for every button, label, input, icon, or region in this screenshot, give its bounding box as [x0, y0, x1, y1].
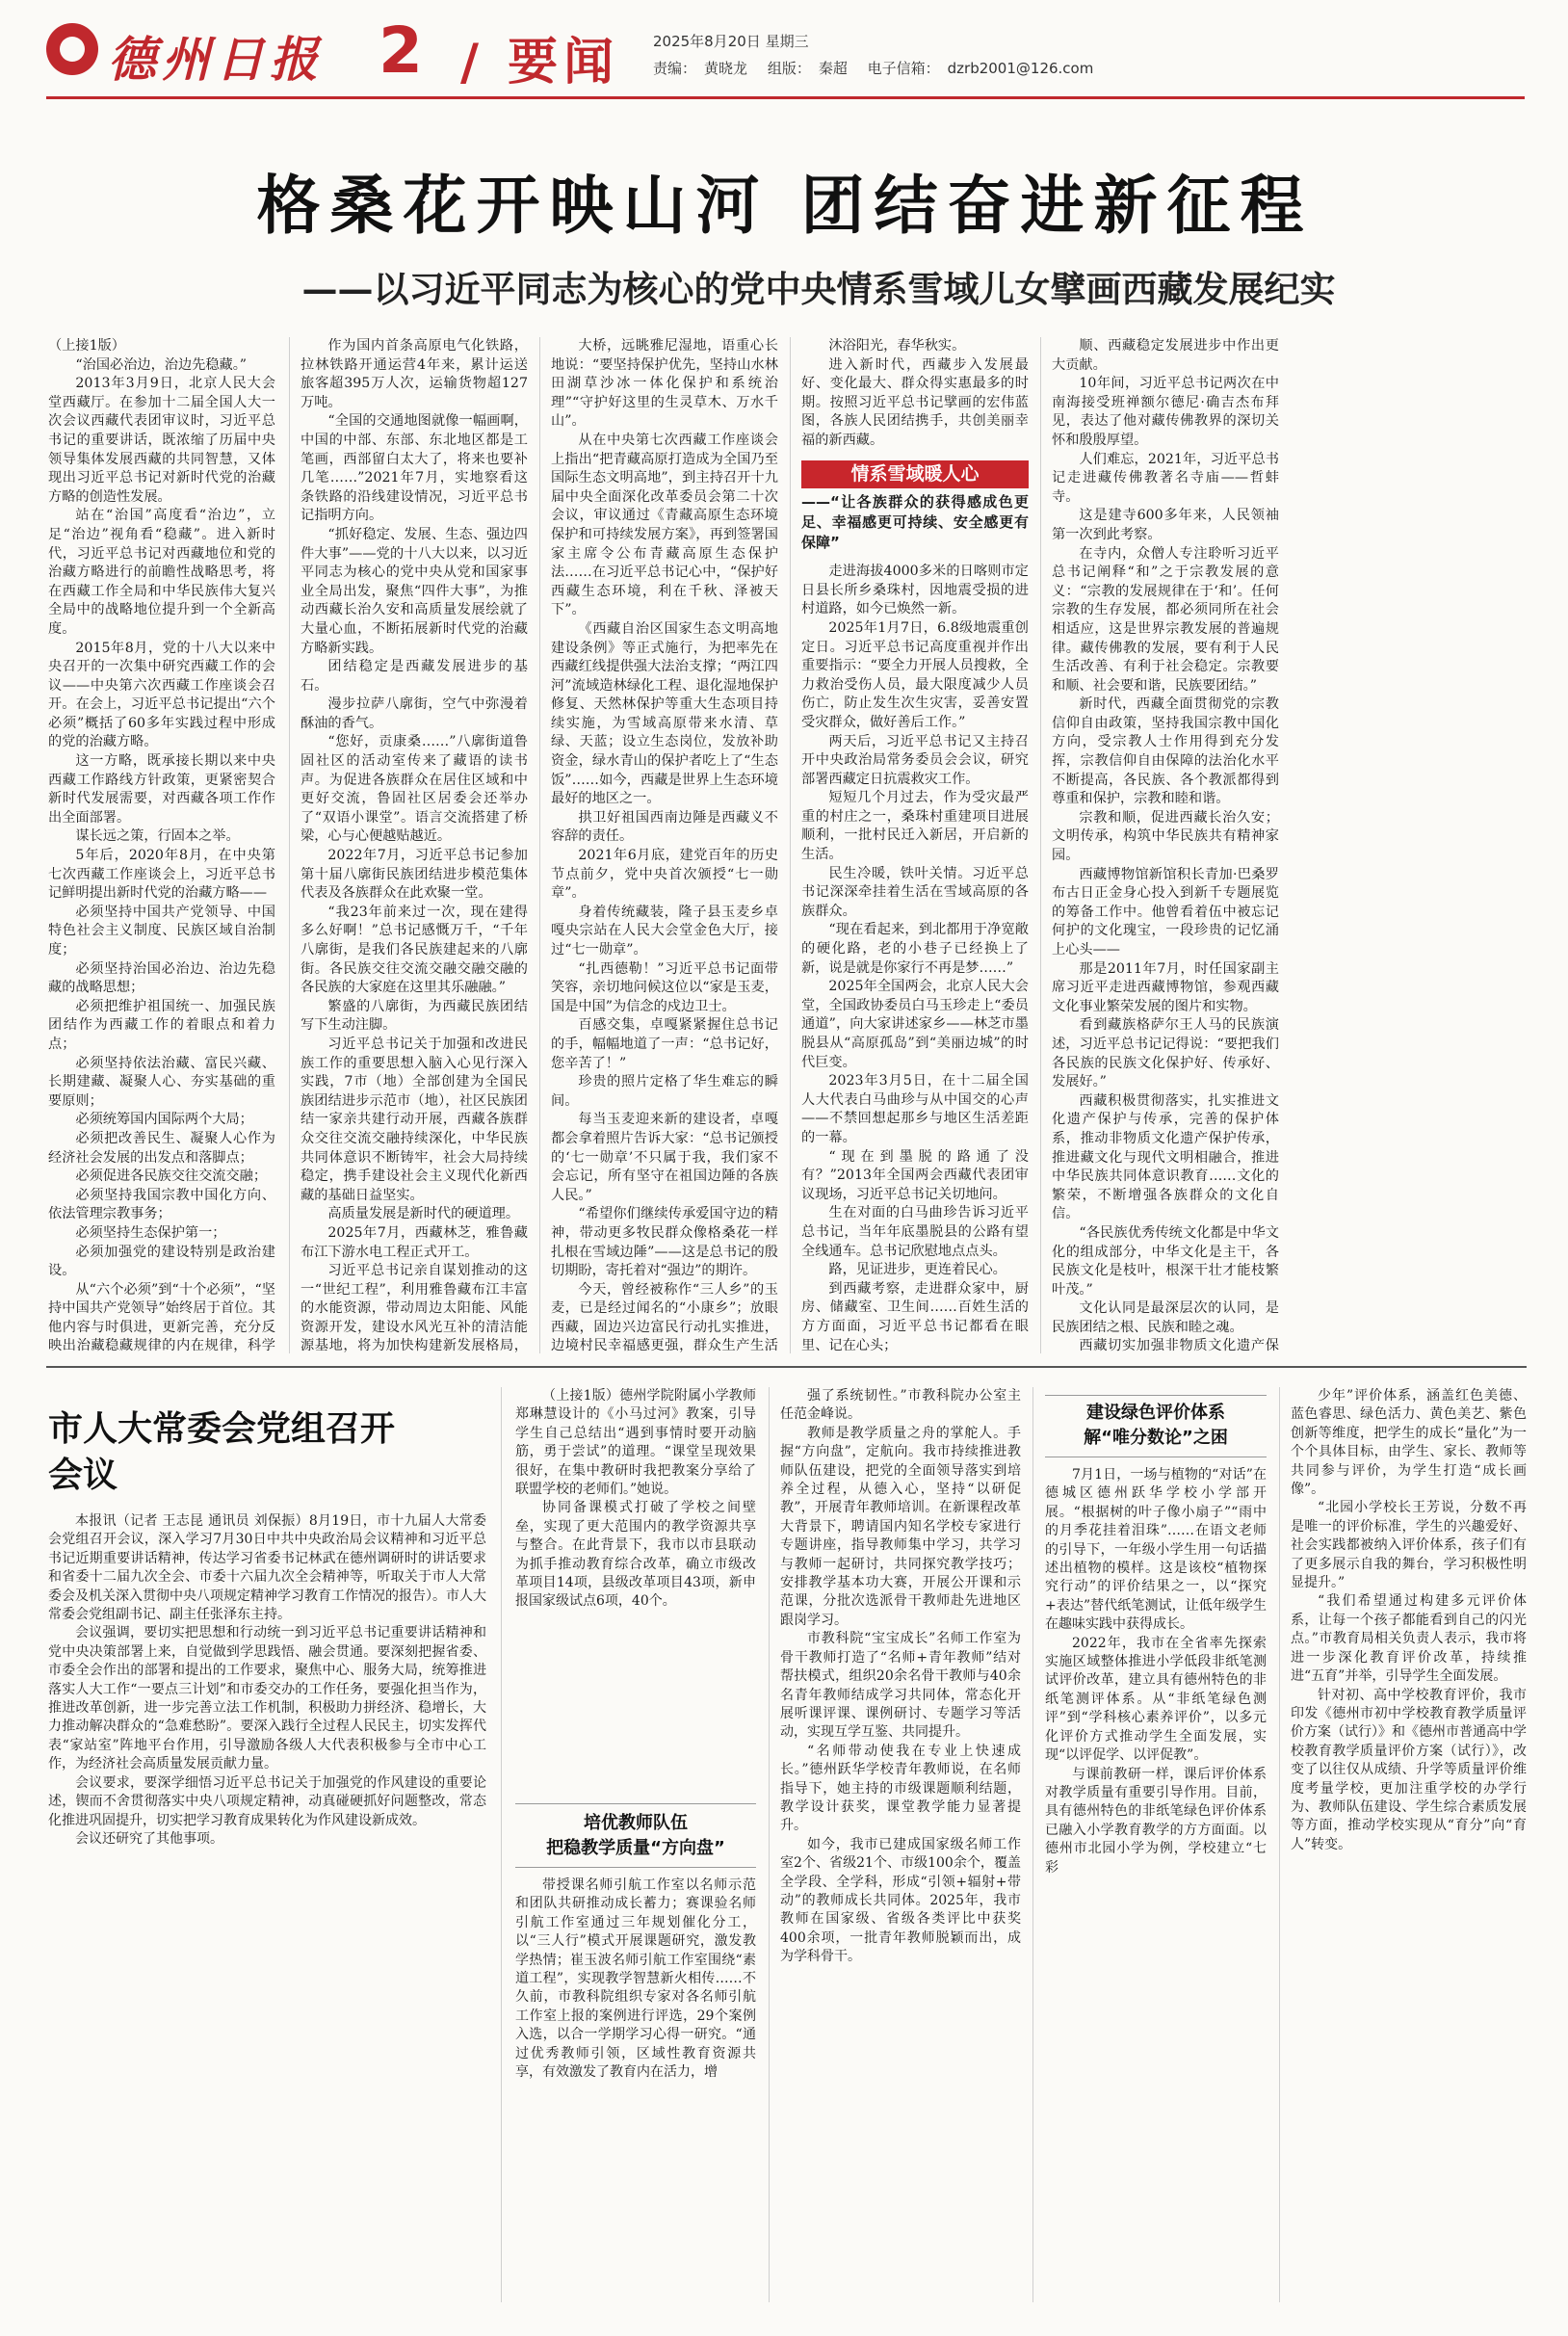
paragraph: 《西藏自治区国家生态文明高地建设条例》等正式施行，为把率先在西藏红线提供强大法治支撑；“两江四河”流域造林绿化工程、退化湿地保护修复、天然林保护等重大生态项目持续实施，为雪域高原带来水清、草绿、天蓝；设立生态岗位，发放补助资金，绿水青山的保护者吃上了“生态饭”……如今，西藏是世界上生态环境最好的地区之一。: [551, 620, 778, 807]
paragraph: 2025年7月，西藏林芝，雅鲁藏布江下游水电工程正式开工。: [301, 1224, 528, 1260]
designer-name: 秦超: [818, 60, 848, 77]
bottom-middle-column-a: [515, 1387, 756, 1792]
paragraph: 少年”评价体系，涵盖红色美德、蓝色睿思、绿色活力、黄色美艺、紫色创新等维度，把学生的成长“量化”为一个个具体目标，由学生、家长、教师等共同参与评价，为学生打造“成长画像”。: [1291, 1388, 1527, 1498]
paragraph: 2015年8月，党的十八大以来中央召开的一次集中研究西藏工作的会议——中央第六次西藏工作座谈会召开。在会上，习近平总书记提出“六个必须”概括了60多年实践过程中形成的党的治藏方略。: [48, 640, 275, 750]
bottom-right-subhead: [1045, 1401, 1267, 1451]
paragraph: 沐浴阳光，春华秋实。: [828, 338, 966, 354]
paragraph: “我们希望通过构建多元评价体系，让每一个孩子都能看到自己的闪光点。”市教育局相关负责人表示，我市将进一步深化教育评价改革，持续推进“五育”并举，引导学生全面发展。: [1291, 1593, 1527, 1685]
paragraph: 团结稳定是西藏发展进步的基石。: [301, 659, 528, 694]
column-divider: [1040, 337, 1041, 1353]
paragraph: “抓好稳定、发展、生态、强边四件大事”——党的十八大以来，以习近平同志为核心的党中央从党和国家事业全局出发，聚焦“四件大事”，为推动西藏长治久安和高质量发展绘就了大量心血，不断拓展新时代党的治藏方略新实践。: [301, 526, 528, 656]
paragraph: “北园小学校长王芳说，分数不再是唯一的评价标准，学生的兴趣爱好、社会实践都被纳入评价体系，孩子们有了更多展示自我的舞台，学习积极性明显提升。”: [1291, 1500, 1527, 1591]
paragraph: 2025年1月7日，6.8级地震重创定日。习近平总书记高度重视并作出重要指示：“要全力开展人员搜救，全力救治受伤人员，最大限度减少人员伤亡，防止发生次生灾害，妥善安置受灾群众，做好善后工作。”: [801, 619, 1029, 730]
paragraph: 这一方略，既承接长期以来中央西藏工作路线方针政策，更紧密契合新时代发展需要，对西藏各项工作作出全面部署。: [48, 753, 275, 826]
lead-article: [48, 337, 1527, 1353]
column-divider: [289, 337, 290, 1353]
paragraph: 那是2011年7月，时任国家副主席习近平走进西藏博物馆，参观西藏文化事业繁荣发展的图片和实物。: [1052, 960, 1279, 1014]
paragraph: “您好，贡康桑……”八廓街道鲁固社区的活动室传来了藏语的读书声。为促进各族群众在居住区域和中更好交流，鲁固社区居委会还举办了“双语小课堂”。语言交流搭建了桥梁，心与心便越贴越近。: [301, 734, 528, 845]
paragraph: 必须坚持中国共产党领导、中国特色社会主义制度、民族区域自治制度；: [48, 904, 275, 958]
paragraph: 从“六个必须”到“十个必须”，“坚持中国共产党领导”始终居于首位。其他内容与时俱进，更新完善，充分反映出治藏稳藏规律的内在规律，科学: [48, 1281, 275, 1353]
paragraph: 大桥，远眺雅尼湿地，语重心长地说：“要坚持保护优先，坚持山水林田湖草沙冰一体化保护和系统治理”“守护好这里的生灵草木、万水千山”。: [551, 338, 778, 430]
bottom-middle-text-b: [780, 1387, 1021, 1967]
paragraph: 西藏积极贯彻落实，扎实推进文化遗产保护与传承，完善的保护体系，推动非物质文化遗产保护传承，推进藏文化与现代文明相融合，推进中华民族共同体意识教育……文化的繁荣，不断增强各族群众的文化自信。: [1052, 1092, 1279, 1222]
paragraph: 市教科院“宝宝成长”名师工作室为骨干教师打造了“名师+青年教师”结对帮扶模式，组织20余名骨干教师与40余名青年教师结成学习共同体，常态化开展听课评课、课例研讨、专题学习等活动，实现互学互鉴、共同提升。: [780, 1631, 1021, 1741]
column-divider: [501, 1387, 502, 2302]
paragraph: 谋长远之策，行固本之举。: [75, 828, 240, 845]
paragraph: 进入新时代，西藏步入发展最好、变化最大、群众得实惠最多的时期。按照习近平总书记擘画的宏伟蓝图，各族人民团结携手，共创美丽幸福的新西藏。: [801, 356, 1029, 448]
paragraph: 必须统筹国内国际两个大局；: [75, 1112, 253, 1128]
paragraph: 会议还研究了其他事项。: [75, 1830, 223, 1847]
column-divider: [1032, 1387, 1033, 2302]
column-4-text-continued: [801, 563, 1029, 1353]
paragraph: （上接1版）德州学院附属小学教师郑琳慧设计的《小马过河》教案，引导学生自己总结出“遇到事情时要开动脑筋，勇于尝试”的道理。“课堂呈现效果很好，在集中教研时我把教案分享给了联盟学校的老师们。”她说。: [515, 1388, 756, 1498]
article-column-2: [301, 337, 528, 1353]
paragraph: 人们难忘，2021年，习近平总书记走进藏传佛教著名寺庙——哲蚌寺。: [1052, 451, 1279, 505]
paragraph: 珍贵的照片定格了华生难忘的瞬间。: [551, 1074, 778, 1109]
paragraph: 2021年6月底，建党百年的历史节点前夕，党中央首次颁授“七一勋章”。: [551, 848, 778, 902]
column-divider: [1279, 1387, 1280, 2302]
email-label: 电子信箱：: [867, 60, 940, 77]
paragraph: “希望你们继续传承爱国守边的精神，带动更多牧民群众像格桑花一样扎根在雪域边陲”——这是总书记的殷切期盼，寄托着对“强边”的期许。: [551, 1206, 778, 1279]
bottom-left-text: [48, 1512, 486, 1849]
bottom-middle-text-a: [515, 1387, 756, 1612]
page-number: 2: [379, 13, 423, 88]
paragraph: 宗教和顺，促进西藏长治久安；文明传承，构筑中华民族共有精神家园。: [1052, 809, 1279, 864]
column-1-text: [48, 337, 275, 1353]
paragraph: 与课前教研一样，课后评价体系对教学质量有重要引导作用。目前，具有德州特色的非纸笔绿色评价体系已融入小学教育教学的方方面面。以德州市北园小学为例，学校建立“七彩: [1045, 1766, 1267, 1876]
paragraph: 2013年3月9日，北京人民大会堂西藏厅。在参加十二届全国人大一次会议西藏代表团审议时，习近平总书记的重要讲话，既浓缩了历届中央领导集体发展西藏的共同智慧，又体现出习近平总书记对新时代党的治藏方略的创造性发展。: [48, 376, 275, 505]
paragraph: 百感交集，卓嘎紧紧握住总书记的手，幅幅地道了一声：“总书记好，您辛苦了！”: [551, 1017, 778, 1071]
paragraph: 会议要求，要深学细悟习近平总书记关于加强党的作风建设的重要论述，锲而不舍贯彻落实中央八项规定精神，动真碰硬抓好问题整改，常态化推进巩固提升，切实把学习教育成果转化为作风建设新成效。: [48, 1774, 486, 1828]
paragraph: （上接1版）: [48, 338, 125, 354]
bottom-middle-column-a2: [515, 1877, 756, 2302]
article-column-4: [801, 337, 1029, 1353]
article-column-5: [1052, 337, 1279, 1353]
paragraph: 2022年7月，习近平总书记参加第十届八廓街民族团结进步模范集体代表及各族群众在此欢聚一堂。: [301, 848, 528, 902]
article-column-3: [551, 337, 778, 1353]
editorial-credits: [653, 58, 1109, 78]
paragraph: 高质量发展是新时代的硬道理。: [327, 1206, 520, 1222]
paragraph: 带授课名师引航工作室以名师示范和团队共研推动成长蓄力；赛课验名师引航工作室通过三年规划催化分工，以“三人行”模式开展课题研究，激发教学热情；崔玉波名师引航工作室围绕“素道工程”，实现教学智慧新火相传……不久前，市教科院组织专家对各名师引航工作室上报的案例进行评选，29个案例入选，以合一学期学习心得一研究。“通过优秀教师引领，区域性教育资源共享，有效激发了教育内在活力，增: [515, 1877, 756, 2081]
paragraph: 短短几个月过去，作为受灾最严重的村庄之一，桑珠村重建项目进展顺利，一批村民迁入新居，开启新的生活。: [801, 790, 1029, 863]
paragraph: 如今，我市已建成国家级名师工作室2个、省级21个、市级100余个，覆盖全学段、全学科，形成“引领+辐射+带动”的教师成长共同体。2025年，我市教师在国家级、省级各类评比中获奖400余项，一批青年教师脱颖而出，成为学科骨干。: [780, 1836, 1021, 1965]
paragraph: 强了系统韧性。”市教科院办公室主任范金峰说。: [780, 1388, 1021, 1423]
paragraph: “现在到墨脱的路通了没有？”2013年全国两会西藏代表团审议现场，习近平总书记关切地问。: [801, 1148, 1029, 1202]
email-address[interactable]: dzrb2001@126.com: [947, 60, 1094, 77]
paragraph: 在寺内，众僧人专注聆听习近平总书记阐释“和”之于宗教发展的意义：“宗教的发展规律在于‘和’。任何宗教的生存发展，都必须同所在社会相适应，这是世界宗教发展的普遍规律。藏传佛教的发展，要有利于人民生活改善、有利于社会稳定。宗教要和顺、社会要和谐，民族要团结。”: [1052, 545, 1279, 694]
paragraph: “现在看起来，到北都用于净宽敞的硬化路，老的小巷子已经换上了新，说是就是你家行不再是梦……”: [801, 922, 1029, 976]
paragraph: 习近平总书记亲自谋划推动的这一“世纪工程”，利用雅鲁藏布江丰富的水能资源，带动周边太阳能、风能资源开发，建设水风光互补的清洁能源基地，将为加快构建新发展格局，: [301, 1263, 528, 1353]
paragraph: 走进海拔4000多米的日喀则市定日县长所乡桑珠村，因地震受损的进村道路，如今已焕然一新。: [801, 564, 1029, 617]
paragraph: “我23年前来过一次，现在建得多么好啊！”总书记感慨万千，“千年八廓街，是我们各民族建起来的八廓街。各民族交往交流交融交融交融的各民族的大家庭在这里其乐融融。”: [301, 904, 528, 996]
paragraph: 2023年3月5日，在十二届全国人大代表白马曲珍与从中国交的心声——不禁回想起那乡与地区生活差距的一幕。: [801, 1073, 1029, 1145]
paragraph: “各民族优秀传统文化都是中华文化的组成部分，中华文化是主干，各民族文化是枝叶，根深干壮才能枝繁叶茂。”: [1052, 1224, 1279, 1298]
paragraph: 会议强调，要切实把思想和行动统一到习近平总书记重要讲话精神和党中央决策部署上来，自觉做到学思践悟、融会贯通。要深刻把握省委、市委全会作出的部署和提出的工作要求，聚焦中心、服务大局，统筹推进落实人大工作“一要点三计划”和市委交办的工作任务，要强化担当作为，推进改革创新，进一步完善立法工作机制，积极助力拼经济、稳增长，大力推动解决群众的“急难愁盼”。要深入践行全过程人民民主，切实发挥代表“家站室”阵地平台作用，引导激励各级人大代表积极参与全市中心工作，为经济社会高质量发展贡献力量。: [48, 1625, 486, 1772]
paragraph: 教师是教学质量之舟的掌舵人。手握“方向盘”，定航向。我市持续推进教师队伍建设，把党的全面领导落实到培养全过程，从德入心，坚持“以研促教”，开展青年教师培训。在新课程改革大背景下，聘请国内知名学校专家进行专题讲座，指导教师集中学习，共学习与教师一起研讨，共同探究教学技巧；安排教学基本功大赛，开展公开课和示范课，分批次选派骨干教师赴先进地区跟岗学习。: [780, 1425, 1021, 1628]
issue-date: 2025年8月20日 星期三: [653, 33, 809, 50]
paragraph: 2022年，我市在全省率先探索实施区域整体推进小学低段非纸笔测试评价改革，建立具有德州特色的非纸笔测评体系。从“非纸笔绿色测评”到“学科核心素养评价”，以多元化评价方式推动学生全面发展，实现“以评促学、以评促教”。: [1045, 1635, 1267, 1764]
subhead-rule: [515, 1803, 756, 1804]
paragraph: 民生冷暖，铁叶关情。习近平总书记深深牵挂着生活在雪域高原的各族群众。: [801, 865, 1029, 919]
paragraph: 协同备课模式打破了学校之间壁垒，实现了更大范围内的教学资源共享与整合。在此背景下，我市以市县联动为抓手推动教育综合改革，确立市级改革项目14项，县级改革项目43项，新申报国家级试点6项，40个。: [515, 1500, 756, 1610]
bottom-right-text-d: [1291, 1387, 1527, 1854]
subhead-line-2: 解“唯分数论”之困: [1084, 1428, 1228, 1448]
paragraph: 文化认同是最深层次的认同，是民族团结之根、民族和睦之魂。: [1052, 1300, 1279, 1335]
paragraph: 生在对面的白马曲珍告诉习近平总书记，当年年底墨脱县的公路有望全线通车。总书记欣慰地点点头。: [801, 1205, 1029, 1259]
masthead: [46, 13, 1549, 92]
paragraph: “名师带动使我在专业上快速成长。”德州跃华学校青年教师说，在名师指导下，她主持的市级课题顺利结题，教学设计获奖，课堂教学能力显著提升。: [780, 1743, 1021, 1834]
paragraph: 这是建寺600多年来，人民领袖第一次到此考察。: [1052, 508, 1279, 542]
section-name-text: 要闻: [508, 34, 620, 92]
paragraph: 到西藏考察，走进群众家中，厨房、储藏室、卫生间……百姓生活的方方面面，习近平总书记都看在眼里、记在心头；: [801, 1280, 1029, 1353]
article-column-1: [48, 337, 275, 1353]
bottom-left-article: [48, 1512, 486, 2302]
subsection-title: 情系雪域暖人心: [801, 460, 1029, 489]
subhead-line-2: 把稳教学质量“方向盘”: [546, 1838, 725, 1858]
editor-name: 黄晓龙: [704, 60, 748, 77]
paragraph: 7月1日，一场与植物的“对话”在德城区德州跃华学校小学部开展。“根据树的叶子像小扇子”“雨中的月季花挂着泪珠”……在语文老师的引导下，一年级小学生用一句话描述出植物的模样。这是该校“植物探究行动”的评价结果之一，以“探究+表达”替代纸笔测试，让低年级学生在趣味实践中获得成长。: [1045, 1467, 1267, 1633]
newspaper-logo-icon: [46, 23, 98, 75]
bottom-right-column-c: [1045, 1466, 1267, 2302]
bottom-right-column-d: [1291, 1387, 1527, 2302]
section-name: / 要闻: [460, 34, 620, 92]
paragraph: 习近平总书记关于加强和改进民族工作的重要思想入脑入心见行深入实践，7市（地）全部创建为全国民族团结进步示范市（地），社区民族团结一家亲共建行动开展，西藏各族群众交往交流交融持续深化，中华民族共同体意识不断铸牢，社会大局持续稳定，携手建设社会主义现代化新西藏的基础日益坚实。: [301, 1036, 528, 1203]
masthead-rule: [46, 96, 1525, 99]
column-divider: [769, 1387, 770, 2302]
bottom-middle-column-b: [780, 1387, 1021, 2302]
paragraph: 必须坚持依法治藏、富民兴藏、长期建藏、凝聚人心、夯实基础的重要原则；: [48, 1055, 275, 1109]
bottom-middle-subhead: [515, 1811, 756, 1861]
paragraph: “扎西德勒！”习近平总书记面带笑容，亲切地问候这位以“家是玉麦，国是中国”为信念的戍边卫士。: [551, 960, 778, 1014]
paragraph: “治国必治边，治边先稳藏。”: [75, 356, 248, 373]
paragraph: 必须坚持生态保护第一；: [75, 1224, 226, 1241]
paragraph: 西藏博物馆新馆积长青加·巴桑罗布古日正金身心投入到新千专题展览的筹备工作中。他曾看着伍中被忘记何护的文化瑰宝，一段珍贵的记忆涌上心头——: [1052, 866, 1279, 958]
paragraph: 每当玉麦迎来新的建设者，卓嘎都会拿着照片告诉大家：“总书记颁授的‘七一勋章’不只属于我，我们家不会忘记，所有坚守在祖国边陲的各族人民。”: [551, 1112, 778, 1203]
paragraph: 必须把改善民生、凝聚人心作为经济社会发展的出发点和落脚点；: [48, 1130, 275, 1166]
column-divider: [539, 337, 540, 1353]
paragraph: 漫步拉萨八廓街，空气中弥漫着酥油的香气。: [301, 696, 528, 731]
paragraph: 从在中央第七次西藏工作座谈会上指出“把青藏高原打造成为全国乃至国际生态文明高地”，到主持召开十九届中央全面深化改革委员会第二十次会议，审议通过《青藏高原生态环境保护和可持续发展方案》，再到签署国家主席令公布青藏高原生态保护法……在习近平总书记心中，“保护好西藏生态环境，利在千秋、泽被天下”。: [551, 432, 778, 618]
paragraph: “全国的交通地图就像一幅画啊，中国的中部、东部、东北地区都是工笔画，西部留白太大了，将来也要补几笔……”2021年7月，实地察看这条铁路的沿线建设情况，习近平总书记指明方向。: [301, 413, 528, 524]
subhead-rule: [515, 1867, 756, 1868]
paragraph: 必须坚持治国必治边、治边先稳藏的战略思想；: [48, 960, 275, 996]
subhead-line-1: 培优教师队伍: [584, 1813, 688, 1833]
bottom-middle-text-a2: [515, 1877, 756, 2082]
main-subheadline: ——以习近平同志为核心的党中央情系雪域儿女擘画西藏发展纪实: [301, 268, 1336, 310]
paragraph: 看到藏族格萨尔王人马的民族演述，习近平总书记记得说：“要把我们各民族的民族文化保护好、传承好、发展好。”: [1052, 1017, 1279, 1090]
paragraph: 必须促进各民族交往交流交融；: [75, 1168, 268, 1185]
column-2-text: [301, 337, 528, 1353]
paragraph: 站在“治国”高度看“治边”，立足“治边”视角看“稳藏”。进入新时代，习近平总书记对西藏地位和党的治藏方略进行的前瞻性战略思考，将在西藏工作全局和中华民族伟大复兴全局中的战略地位提升到一个全新高度。: [48, 508, 275, 637]
paragraph: 作为国内首条高原电气化铁路，拉林铁路开通运营4年来，累计运送旅客超395万人次，运输货物超127万吨。: [301, 338, 528, 410]
paragraph: 今天，曾经被称作“三人乡”的玉麦，已是经过闻名的“小康乡”；放眼西藏，固边兴边富民行动扎实推进，边境村民幸福感更强，群众生产生活: [551, 1281, 778, 1353]
section-divider: [46, 1366, 1527, 1368]
paragraph: 新时代，西藏全面贯彻党的宗教信仰自由政策，坚持我国宗教中国化方向，受宗教人士作用得到充分发挥，宗教信仰自由保障的法治化水平不断提高，各民族、各个教派都得到尊重和保护，宗教和睦和谐。: [1052, 696, 1279, 807]
bottom-left-headline: 市人大常委会党组召开会议: [48, 1409, 396, 1495]
designer-label: 组版：: [767, 60, 811, 77]
bottom-right-text-c: [1045, 1466, 1267, 1877]
paragraph: 必须把维护祖国统一、加强民族团结作为西藏工作的着眼点和着力点；: [48, 998, 275, 1052]
subsection-subtitle: ——“让各族群众的获得感成色更足、幸福感更可持续、安全感更有保障”: [801, 493, 1029, 552]
paragraph: 针对初、高中学校教育评价，我市印发《德州市初中学校教育教学质量评价方案（试行）》和《德州市普通高中学校教育教学质量评价方案（试行）》，改变了以往仅从成绩、升学等质量评价维度考量学校，更加注重学校的办学行为、教师队伍建设、学生综合素质发展等方面，推动学校实现从“育分”向“育人”转变。: [1291, 1687, 1527, 1852]
main-headline: 格桑花开映山河 团结奋进新征程: [256, 169, 1314, 243]
bottom-section: [48, 1387, 1527, 2312]
paragraph: 顺、西藏稳定发展进步中作出更大贡献。: [1052, 338, 1279, 373]
paragraph: 路，见证进步，更连着民心。: [828, 1262, 1006, 1278]
paragraph: 拱卫好祖国西南边陲是西藏义不容辞的责任。: [551, 809, 778, 845]
paragraph: 必须坚持我国宗教中国化方向、依法管理宗教事务；: [48, 1187, 275, 1222]
column-4-text: [801, 337, 1029, 451]
editor-label: 责编：: [653, 60, 697, 77]
paragraph: 必须加强党的建设特别是政治建设。: [48, 1244, 275, 1279]
column-5-text: [1052, 337, 1279, 1353]
paragraph: 身着传统藏装，隆子县玉麦乡卓嘎央宗站在人民大会堂金色大厅，接过“七一勋章”。: [551, 904, 778, 958]
subhead-rule: [1045, 1395, 1267, 1396]
subhead-line-1: 建设绿色评价体系: [1086, 1403, 1225, 1423]
paragraph: 两天后，习近平总书记又主持召开中央政治局常务委员会会议，研究部署西藏定日抗震救灾工作。: [801, 733, 1029, 787]
newspaper-logo: 德州日报: [108, 31, 324, 88]
paragraph: 5年后，2020年8月，在中央第七次西藏工作座谈会上，习近平总书记鲜明提出新时代党的治藏方略——: [48, 848, 275, 902]
paragraph: 2025年全国两会，北京人民大会堂，全国政协委员白马玉珍走上“委员通道”，向大家讲述家乡——林芝市墨脱县从“高原孤岛”到“美丽边城”的时代巨变。: [801, 979, 1029, 1070]
paragraph: 10年间，习近平总书记两次在中南海接受班禅额尔德尼·确吉杰布拜见，表达了他对藏传佛教界的深切关怀和殷殷厚望。: [1052, 376, 1279, 448]
column-divider: [790, 337, 791, 1353]
paragraph: 繁盛的八廓街，为西藏民族团结写下生动注脚。: [301, 998, 528, 1034]
paragraph: 本报讯（记者 王志昆 通讯员 刘保振）8月19日，市十九届人大常委会党组召开会议，深入学习7月30日中共中央政治局会议精神和习近平总书记近期重要讲话精神，传达学习省委书记林武在德州调研时的讲话要求和省委十二届九次全会、市委十六届九次全会精神等，听取关于市人大常委会及机关深入贯彻中央八项规定精神学习教育工作情况的报告）。市人大常委会党组副书记、副主任张泽东主持。: [48, 1513, 486, 1623]
paragraph: 西藏切实加强非物质文化遗产保: [1079, 1338, 1279, 1353]
column-3-text: [551, 337, 778, 1353]
